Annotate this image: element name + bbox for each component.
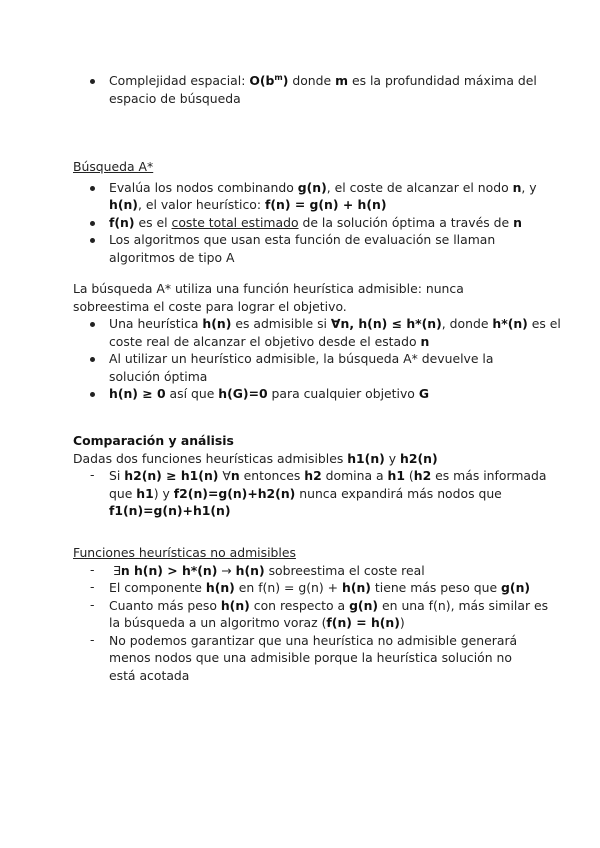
arrow: → <box>217 562 236 578</box>
list-item: - No podemos garantizar que una heurística no admisible generará menos nodos que una admisible porque la heurística solución no está acotada <box>90 631 518 683</box>
list-item: Una heurística h(n) es admisible si ∀n, h(n) ≤ h*(n), donde h*(n) es el coste real de alcanzar el objetivo desde el estado n <box>73 315 543 350</box>
text: es la profundidad máxima del <box>348 73 537 88</box>
dash-marker: - <box>90 467 95 482</box>
dash-marker: - <box>90 631 95 647</box>
text: Complejidad espacial: <box>109 73 250 88</box>
a-star-section <box>73 158 543 266</box>
big-o-text: O(b <box>249 73 275 88</box>
list-item <box>73 72 543 107</box>
section-title: Comparación y análisis <box>73 433 234 448</box>
list-item: f(n) es el coste total estimado de la solución óptima a través de n <box>73 214 543 232</box>
bold-m: m <box>335 73 349 88</box>
comparison-section: Comparación y análisis Dadas dos funciones heurísticas admisibles h1(n) y h2(n) - Si h2(n) ≥ h1(n) ∀n entonces h2 domina a h1 (h2 es más informada que h1) y f2(n)=g(n)+h2(n) nunca expandirá más nodos que f1(n)=g(n)+h1(n) <box>73 433 547 518</box>
bullet-icon <box>90 186 95 191</box>
big-o-close: ) <box>282 73 289 88</box>
list-item: Los algoritmos que usan esta función de evaluación se llaman algoritmos de tipo A <box>73 231 543 266</box>
condition: ∀n, h(n) ≤ h*(n) <box>330 316 442 331</box>
bullet-icon <box>90 392 95 397</box>
formula: f(n) = g(n) + h(n) <box>264 197 387 212</box>
list-item: - Cuanto más peso h(n) con respecto a g(n) en una f(n), más similar es la búsqueda a un algoritmo voraz (f(n) = h(n)) <box>90 596 549 630</box>
section-title: Funciones heurísticas no admisibles <box>73 545 296 560</box>
list-item: - El componente h(n) en f(n) = g(n) + h(n) tiene más peso que g(n) <box>90 579 531 595</box>
paragraph-line: sobreestima el coste para lograr el objetivo. <box>73 298 347 314</box>
admissible-section <box>73 280 561 403</box>
dash-marker: - <box>90 596 95 612</box>
paragraph-line: La búsqueda A* utiliza una función heurística admisible: nunca <box>73 281 464 296</box>
bullet-icon <box>90 322 95 327</box>
list-item: - ∃n h(n) > h*(n) → h(n) sobreestima el coste real <box>90 561 425 578</box>
list-item: Evalúa los nodos combinando g(n), el coste de alcanzar el nodo n, y h(n), el valor heurístico: f(n) = g(n) + h(n) <box>73 179 543 214</box>
list-item: Al utilizar un heurístico admisible, la búsqueda A* devuelve la solución óptima <box>73 350 543 385</box>
bullet-icon <box>90 79 95 84</box>
underlined-text: coste total estimado <box>171 214 299 230</box>
bullet-icon <box>90 221 95 226</box>
space-complexity-section <box>73 72 543 107</box>
section-title: Búsqueda A* <box>73 159 154 174</box>
list-item: - Si h2(n) ≥ h1(n) ∀n entonces h2 domina a h1 (h2 es más informada que h1) y f2(n)=g(n)+h2(n) nunca expandirá más nodos que f1(n)=g(n)+h1(n) <box>90 467 547 518</box>
bullet-icon <box>90 357 95 362</box>
dash-marker: - <box>90 561 95 577</box>
non-admissible-section <box>73 544 549 684</box>
text: donde <box>288 73 336 88</box>
text: espacio de búsqueda <box>109 90 241 106</box>
superscript-m: m <box>274 72 283 82</box>
bullet-icon <box>90 238 95 243</box>
list-item: h(n) ≥ 0 así que h(G)=0 para cualquier objetivo G <box>73 385 543 403</box>
dash-marker: - <box>90 579 95 594</box>
